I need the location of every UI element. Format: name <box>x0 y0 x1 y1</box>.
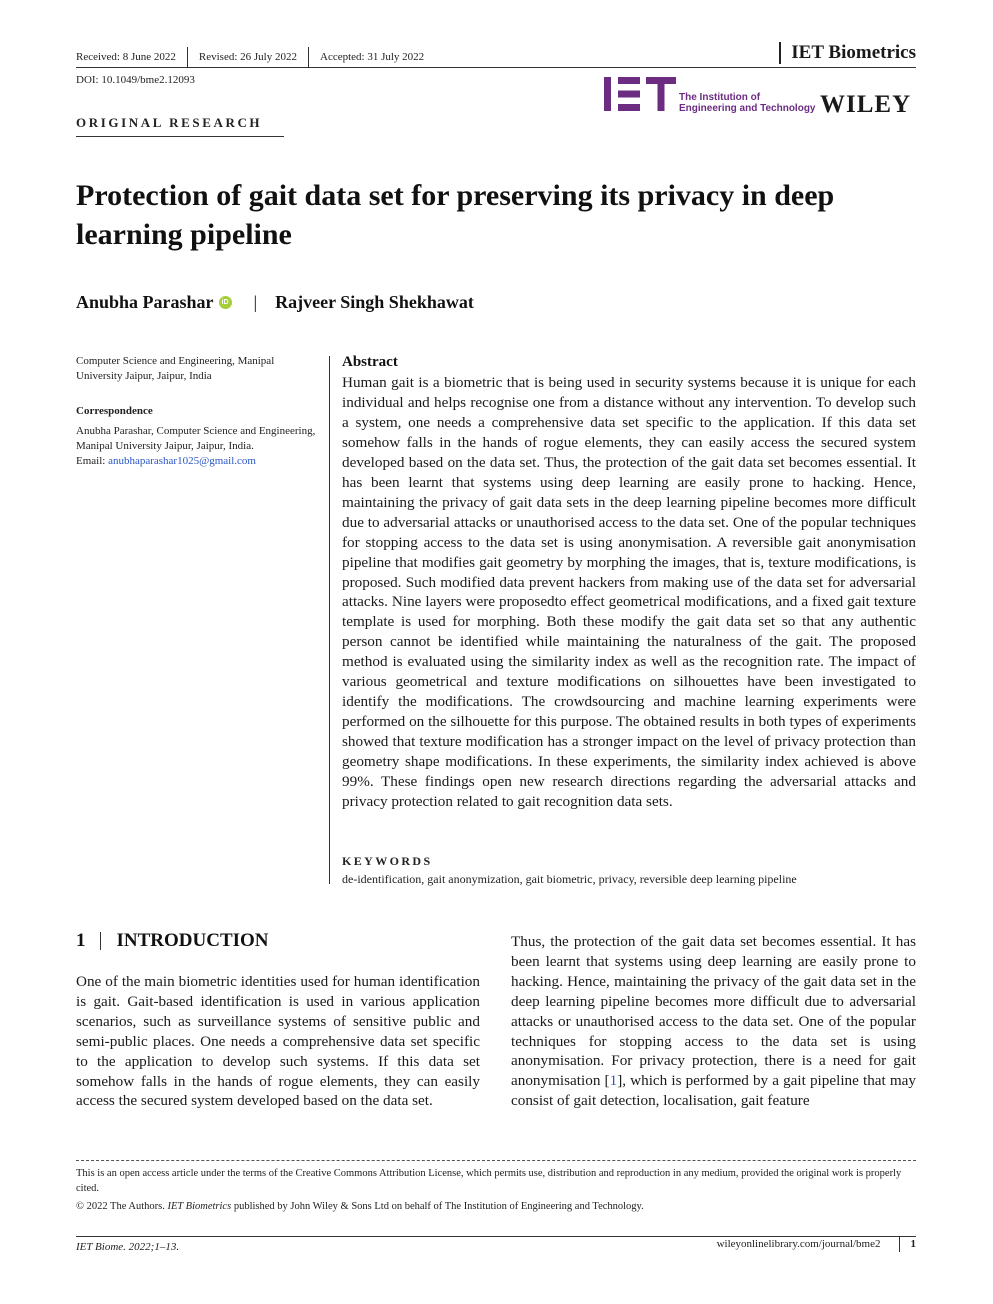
section-title: INTRODUCTION <box>116 930 269 951</box>
journal-url[interactable]: wileyonlinelibrary.com/journal/bme2 <box>716 1238 881 1250</box>
iet-logo-line: The Institution of <box>679 92 761 103</box>
article-dates <box>76 47 424 67</box>
copyright-prefix: © 2022 The Authors. <box>76 1201 168 1212</box>
correspondence-address: Anubha Parashar, Computer Science and Engineering, Manipal University Jaipur, Jaipur, India. <box>76 425 316 452</box>
abstract-text: Human gait is a biometric that is being used in security systems because it is unique for each individual and helps recognise one from a distance without any intervention. To develop such a system, one needs a comprehensive data set specific to the application. If this data set somehow falls in the hands of rogue elements, they can easily access the secured system developed based on the data set. Thus, the protection of the gait data set becomes essential. It has been learnt that systems using deep learning are easily prone to hacking. Hence, maintaining the privacy of gait data sets in the deep learning pipeline becomes more difficult due to adversarial attacks or unauthorised access to the data set. One of the popular techniques for stopping access to the data set is using anonymisation. A reversible gait anonymisation pipeline that modifies gait geometry by morphing the images, that is, texture modifications, is proposed. Such modified data prevent hackers from making use of the data set for adversarial attacks. Nine layers were proposedto effect geometrical modifications, and a fixed gait texture template is used for morphing. Both these modify the gait data set so that any authentic person cannot be identified while maintaining the naturalness of the gait. The proposed method is evaluated using the similarity index as well as the recognition rate. The impact of various geometrical and texture modifications on silhouettes have been investigated to identify the modifications. The crowdsourcing and machine learning experiments were performed on the silhouette for this purpose. The obtained results in both types of experiments showed that texture modification has a stronger impact on the level of privacy protection than geometry shape modifications. In these experiments, the similarity index achieved is above 99%. These findings open new research directions regarding the adversarial attacks and privacy protection related to gait recognition data sets. <box>342 374 916 811</box>
copyright-journal: IET Biometrics <box>167 1201 232 1212</box>
footer-right <box>717 1236 916 1252</box>
header-rule <box>76 67 916 68</box>
orcid-icon[interactable]: iD <box>219 296 232 309</box>
divider <box>308 47 309 67</box>
wiley-logo: WILEY <box>820 91 912 118</box>
divider <box>899 1236 900 1252</box>
abstract-rule <box>329 356 330 884</box>
page-number: 1 <box>910 1238 916 1250</box>
correspondence-heading: Correspondence <box>76 405 153 417</box>
body-text: Thus, the protection of the gait data set becomes essential. It has been learnt that systems using deep learning are easily prone to hacking. Hence, maintaining the privacy of the gait data set in the deep learning pipeline becomes more difficult due to adversarial attacks or unauthorised access to the data set. One of the popular techniques for stopping access to the data set is using anonymisation. For privacy protection, there is a need for gait anonymisation [ <box>511 933 916 1090</box>
body-column-right <box>511 932 916 1111</box>
journal-title <box>779 42 916 64</box>
keywords-text: de-identification, gait anonymization, gait biometric, privacy, reversible deep learning pipeline <box>342 872 797 886</box>
citation-link[interactable]: 1 <box>609 1072 618 1090</box>
iet-logo-text <box>679 92 816 114</box>
affiliation: Computer Science and Engineering, Manipal University Jaipur, Jaipur, India <box>76 355 275 382</box>
received-date: Received: 8 June 2022 <box>76 51 176 63</box>
doi: DOI: 10.1049/bme2.12093 <box>76 74 195 86</box>
author-name[interactable]: Anubha Parashar <box>76 292 214 312</box>
abstract-heading: Abstract <box>342 354 398 370</box>
email-label: Email: <box>76 455 109 467</box>
section-heading <box>76 930 269 952</box>
article-type: ORIGINAL RESEARCH <box>76 115 263 130</box>
divider <box>779 42 781 64</box>
copyright-suffix: published by John Wiley & Sons Ltd on behalf of The Institution of Engineering and Technology. <box>231 1201 644 1212</box>
journal-citation: IET Biome. 2022;1–13. <box>76 1241 180 1253</box>
divider <box>187 47 188 67</box>
accepted-date: Accepted: 31 July 2022 <box>320 51 425 63</box>
iet-logo-icon <box>604 77 676 111</box>
author-separator: | <box>253 292 258 312</box>
revised-date: Revised: 26 July 2022 <box>198 51 297 63</box>
body-text: ], which is performed by a gait pipeline that may consist of gait detection, localisation, gait feature <box>511 1072 916 1110</box>
section-number: 1 <box>76 930 86 951</box>
author-list <box>76 292 474 313</box>
author-name[interactable]: Rajveer Singh Shekhawat <box>275 292 474 312</box>
footnote-rule <box>76 1160 916 1161</box>
paper-title: Protection of gait data set for preserving its privacy in deep learning pipeline <box>76 179 835 251</box>
copyright-notice <box>76 1201 916 1212</box>
iet-logo-line: Engineering and Technology <box>679 103 816 114</box>
divider <box>100 932 101 950</box>
article-type-underline <box>76 136 284 137</box>
keywords-heading: KEYWORDS <box>342 854 433 868</box>
body-column-left: One of the main biometric identities used for human identification is gait. Gait-based identification is used in various application scenarios, such as surveillance systems of sensitive public and semi-public places. One needs a comprehensive data set specific to the application to develop such systems. If this data set somehow falls in the hands of rogue elements, they can easily access the secured system developed based on the data set. <box>76 973 480 1110</box>
journal-name-text: IET Biometrics <box>791 42 916 63</box>
email-link[interactable]: anubhaparashar1025@gmail.com <box>108 455 256 467</box>
license-notice: This is an open access article under the terms of the Creative Commons Attribution License, which permits use, distribution and reproduction in any medium, provided the original work is properly cited. <box>76 1168 902 1194</box>
correspondence-details <box>76 424 321 469</box>
